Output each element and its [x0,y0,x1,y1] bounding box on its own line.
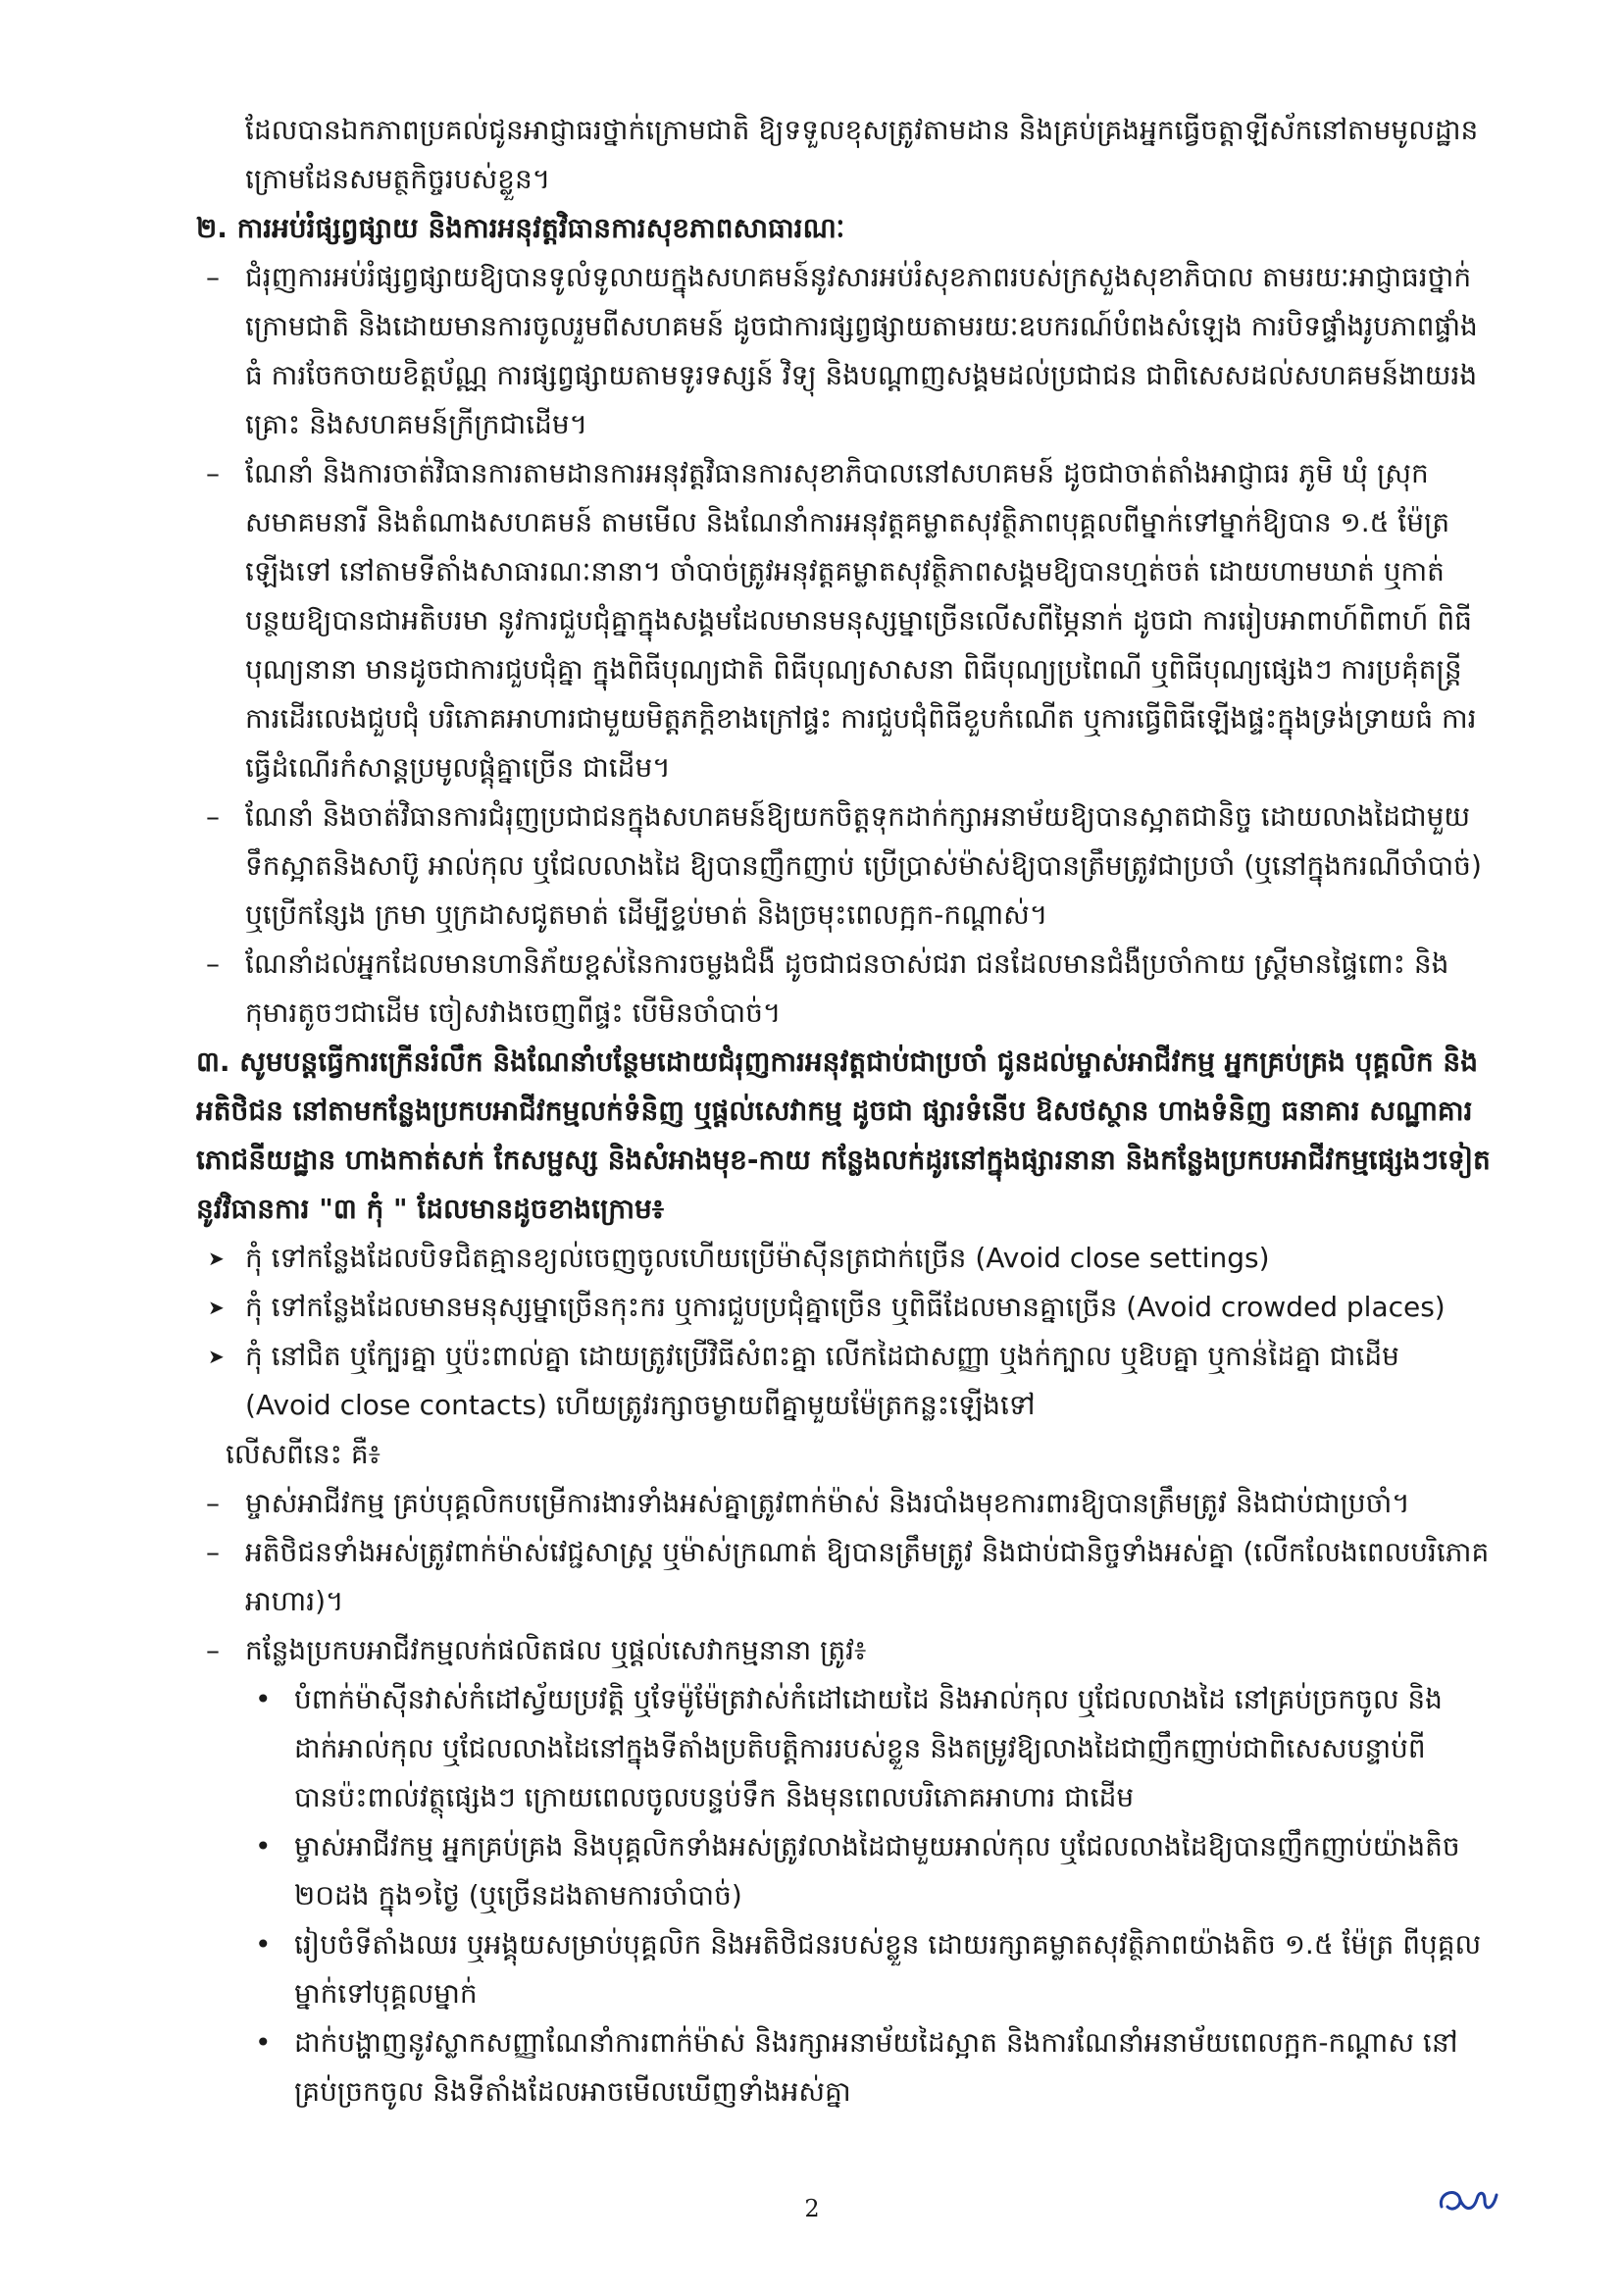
three-dont-rule: ➤ កុំ ទៅកន្លែងដែលបិទជិតគ្មានខ្យល់ចេញចូលហើយប្រើម៉ាស៊ីនត្រជាក់ច្រើន (Avoid close settings) [196,1234,1491,1283]
section-2-item: – ជំរុញការអប់រំផ្សព្វផ្សាយឱ្យបានទូលំទូលាយក្នុងសហគមន៍នូវសារអប់រំសុខភាពរបស់ក្រសួងសុខាភិបាល តាមរយៈអាជ្ញាធរថ្នាក់ក្រោមជាតិ និងដោយមានការចូលរួមពីសហគមន៍ ដូចជាការផ្សព្វផ្សាយតាមរយៈឧបករណ៍បំពងសំឡេង ការបិទផ្ទាំងរូបភាពផ្ទាំងធំ ការចែកចាយខិត្តប័ណ្ណ ការផ្សព្វផ្សាយតាមទូរទស្សន៍ វិទ្យុ និងបណ្តាញសង្គមដល់ប្រជាជន ជាពិសេសដល់សហគមន៍ងាយរងគ្រោះ និងសហគមន៍ក្រីក្រជាដើម។ [196,253,1491,449]
section-3-item: – កន្លែងប្រកបអាជីវកម្មលក់ផលិតផល ឬផ្តល់សេវាកម្មនានា ត្រូវ៖ [196,1626,1491,1675]
section-2-item: – ណែនាំ និងការចាត់វិធានការតាមដានការអនុវត្តវិធានការសុខាភិបាលនៅសហគមន៍ ដូចជាចាត់តាំងអាជ្ញាធរ ភូមិ ឃុំ ស្រុក សមាគមនារី និងតំណាងសហគមន៍ តាមមើល និងណែនាំការអនុវត្តគម្លាតសុវត្ថិភាពបុគ្គលពីម្នាក់ទៅម្នាក់ឱ្យបាន ១.៥ ម៉ែត្រ ឡើងទៅ នៅតាមទីតាំងសាធារណៈនានា។ ចាំបាច់ត្រូវអនុវត្តគម្លាតសុវត្ថិភាពសង្គមឱ្យបានហ្មត់ចត់ ដោយហាមឃាត់ ឬកាត់បន្ថយឱ្យបានជាអតិបរមា នូវការជួបជុំគ្នាក្នុងសង្គមដែលមានមនុស្សម្នាច្រើនលើសពីម្ភៃនាក់ ដូចជា ការរៀបអាពាហ៍ពិពាហ៍ ពិធីបុណ្យនានា មានដូចជាការជួបជុំគ្នា ក្នុងពិធីបុណ្យជាតិ ពិធីបុណ្យសាសនា ពិធីបុណ្យប្រពៃណី ឬពិធីបុណ្យផ្សេងៗ ការប្រគុំតន្ត្រី ការដើរលេងជួបជុំ បរិភោគអាហារជាមួយមិត្តភក្តិខាងក្រៅផ្ទះ ការជួបជុំពិធីខួបកំណើត ឬការធ្វើពិធីឡើងផ្ទះក្នុងទ្រង់ទ្រាយធំ ការធ្វើដំណើរកំសាន្តប្រមូលផ្តុំគ្នាច្រើន ជាដើម។ [196,449,1491,792]
page-number: 2 [804,2195,820,2222]
moreover-label: លើសពីនេះ គឺ៖ [226,1438,381,1470]
section-2-item: – ណែនាំ និងចាត់វិធានការជំរុញប្រជាជនក្នុងសហគមន៍ឱ្យយកចិត្តទុកដាក់ក្សាអនាម័យឱ្យបានស្អាតជានិច្ច ដោយលាងដៃជាមួយទឹកស្អាតនិងសាប៊ូ អាល់កុល ឬជែលលាងដៃ ឱ្យបានញឹកញាប់ ប្រើប្រាស់ម៉ាស់ឱ្យបានត្រឹមត្រូវជាប្រចាំ (ឬនៅក្នុងករណីចាំបាច់) ឬប្រើកន្សែង ក្រមា ឬក្រដាសជូតមាត់ ដើម្បីខ្ទប់មាត់ និងច្រមុះពេលក្អក-កណ្តាស់។ [196,792,1491,940]
section-2-heading: ២. ការអប់រំផ្សព្វផ្សាយ និងការអនុវត្តវិធានការសុខភាពសាធារណៈ [196,212,845,244]
business-requirement: • ម្ចាស់អាជីវកម្ម អ្នកគ្រប់គ្រង និងបុគ្គលិកទាំងអស់ត្រូវលាងដៃជាមួយអាល់កុល ឬជែលលាងដៃឱ្យបានញឹកញាប់យ៉ាងតិច ២០ដង ក្នុង១ថ្ងៃ (ឬច្រើនដងតាមការចាំបាច់) [196,1822,1491,1920]
three-dont-rule: ➤ កុំ នៅជិត ឬក្បែរគ្នា ឬប៉ះពាល់គ្នា ដោយត្រូវប្រើវិធីសំពះគ្នា លើកដៃជាសញ្ញា ឬងក់ក្បាល ឬឱបគ្នា ឬកាន់ដៃគ្នា ជាដើម (Avoid close contacts) ហើយត្រូវរក្សាចម្ងាយពីគ្នាមួយម៉ែត្រកន្លះឡើងទៅ [196,1332,1491,1430]
document-body [196,106,1491,2136]
business-requirement: • រៀបចំទីតាំងឈរ ឬអង្គុយសម្រាប់បុគ្គលិក និងអតិថិជនរបស់ខ្លួន ដោយរក្សាគម្លាតសុវត្ថិភាពយ៉ាងតិច ១.៥ ម៉ែត្រ ពីបុគ្គលម្នាក់ទៅបុគ្គលម្នាក់ [196,1920,1491,2018]
business-requirement: • ដាក់បង្ហាញនូវស្លាកសញ្ញាណែនាំការពាក់ម៉ាស់ និងរក្សាអនាម័យដៃស្អាត និងការណែនាំអនាម័យពេលក្អក-កណ្តាស នៅគ្រប់ច្រកចូល និងទីតាំងដែលអាចមើលឃើញទាំងអស់គ្នា [196,2018,1491,2116]
initials-signature-icon [1434,2181,1502,2220]
section-3-item: – អតិថិជនទាំងអស់ត្រូវពាក់ម៉ាស់វេជ្ជសាស្ត្រ ឬម៉ាស់ក្រណាត់ ឱ្យបានត្រឹមត្រូវ និងជាប់ជានិច្ចទាំងអស់គ្នា (លើកលែងពេលបរិភោគអាហារ)។ [196,1528,1491,1626]
three-dont-rule: ➤ កុំ ទៅកន្លែងដែលមានមនុស្សម្នាច្រើនកុះករ ឬការជួបប្រជុំគ្នាច្រើន ឬពិធីដែលមានគ្នាច្រើន (Avoid crowded places) [196,1283,1491,1332]
continued-paragraph: ដែលបានឯកភាពប្រគល់ជូនអាជ្ញាធរថ្នាក់ក្រោមជាតិ ឱ្យទទួលខុសត្រូវតាមដាន និងគ្រប់គ្រងអ្នកធ្វើចត្តាឡីស័កនៅតាមមូលដ្ឋាន ក្រោមដែនសមត្ថកិច្ចរបស់ខ្លួន។ [245,114,1479,195]
section-3-heading: ៣. សូមបន្តធ្វើការក្រើនរំលឹក និងណែនាំបន្ថែមដោយជំរុញការអនុវត្តជាប់ជាប្រចាំ ជូនដល់ម្ចាស់អាជីវកម្ម អ្នកគ្រប់គ្រង បុគ្គលិក និងអតិថិជន នៅតាមកន្លែងប្រកបអាជីវកម្មលក់ទំនិញ ឬផ្តល់សេវាកម្ម ដូចជា ផ្សារទំនើប ឱសថស្ថាន ហាងទំនិញ ធនាគារ សណ្ឋាគារ ភោជនីយដ្ឋាន ហាងកាត់សក់ កែសម្ផស្ស និងសំអាងមុខ-កាយ កន្លែងលក់ដូរនៅក្នុងផ្សារនានា និងកន្លែងប្រកបអាជីវកម្មផ្សេងៗទៀត នូវវិធានការ "៣ កុំ " ដែលមានដូចខាងក្រោម៖ [196,1045,1491,1225]
business-requirement: • បំពាក់ម៉ាស៊ីនវាស់កំដៅស្វ័យប្រវត្តិ ឬទែម៉ូម៉ែត្រវាស់កំដៅដោយដៃ និងអាល់កុល ឬជែលលាងដៃ នៅគ្រប់ច្រកចូល និងដាក់អាល់កុល ឬជែលលាងដៃនៅក្នុងទីតាំងប្រតិបត្តិការរបស់ខ្លួន និងតម្រូវឱ្យលាងដៃជាញឹកញាប់ជាពិសេសបន្ទាប់ពីបានប៉ះពាល់វត្ថុផ្សេងៗ ក្រោយពេលចូលបន្ទប់ទឹក និងមុនពេលបរិភោគអាហារ ជាដើម [196,1675,1491,1822]
section-2-item: – ណែនាំដល់អ្នកដែលមានហានិភ័យខ្ពស់នៃការចម្លងជំងឺ ដូចជាជនចាស់ជរា ជនដែលមានជំងឺប្រចាំកាយ ស្ត្រីមានផ្ទៃពោះ និងកុមារតូចៗជាដើម ចៀសវាងចេញពីផ្ទះ បើមិនចាំបាច់។ [196,940,1491,1038]
section-3-item: – ម្ចាស់អាជីវកម្ម គ្រប់បុគ្គលិកបម្រើការងារទាំងអស់គ្នាត្រូវពាក់ម៉ាស់ និងរបាំងមុខការពារឱ្យបានត្រឹមត្រូវ និងជាប់ជាប្រចាំ។ [196,1479,1491,1528]
